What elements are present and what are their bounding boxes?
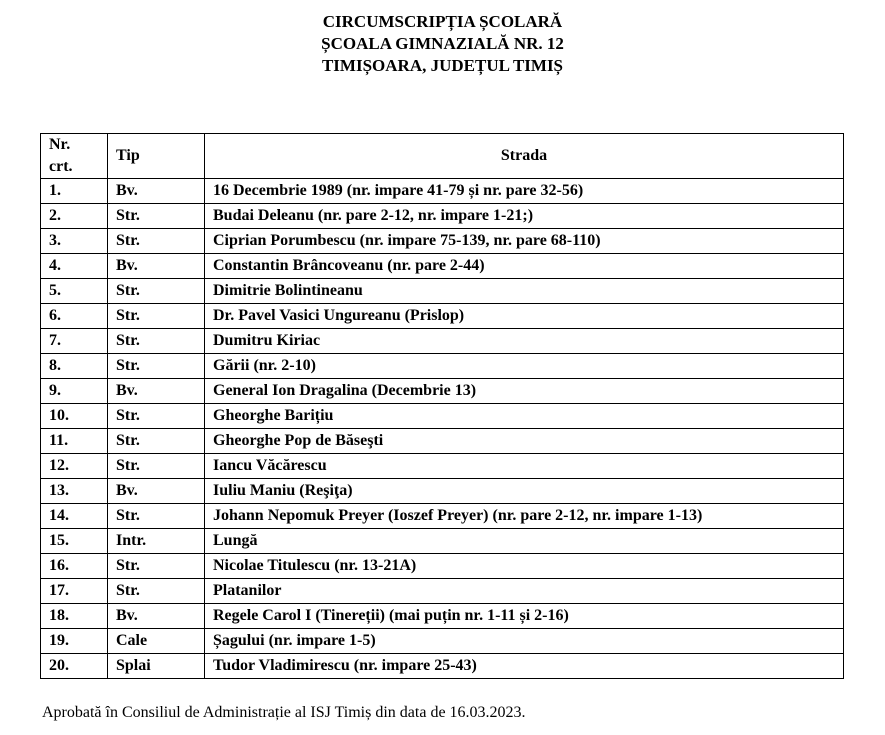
approval-note: Aprobată în Consiliul de Administrație al ISJ Timiș din data de 16.03.2023. [42,704,526,721]
row-tip: Str. [108,504,205,529]
row-tip: Str. [108,454,205,479]
row-strada: Constantin Brâncoveanu (nr. pare 2-44) [205,254,844,279]
document-header [0,11,885,77]
table-row [41,504,844,529]
row-strada: Ciprian Porumbescu (nr. impare 75-139, nr. pare 68-110) [205,229,844,254]
row-number: 20. [41,654,108,679]
table-row [41,329,844,354]
table-row [41,354,844,379]
table-row [41,454,844,479]
column-header-nr [41,134,108,179]
row-number: 3. [41,229,108,254]
row-strada: Tudor Vladimirescu (nr. impare 25-43) [205,654,844,679]
table-row [41,179,844,204]
row-number: 5. [41,279,108,304]
row-strada: 16 Decembrie 1989 (nr. impare 41-79 și nr. pare 32-56) [205,179,844,204]
row-tip: Str. [108,304,205,329]
table-row [41,379,844,404]
row-number: 19. [41,629,108,654]
row-tip: Str. [108,404,205,429]
column-header-strada: Strada [205,134,844,179]
row-tip: Str. [108,354,205,379]
row-strada: Gheorghe Pop de Băseşti [205,429,844,454]
row-strada: Iancu Văcărescu [205,454,844,479]
table-row [41,529,844,554]
header-line-3: TIMIȘOARA, JUDEȚUL TIMIȘ [321,56,564,75]
row-strada: Johann Nepomuk Preyer (Ioszef Preyer) (nr. pare 2-12, nr. impare 1-13) [205,504,844,529]
row-tip: Cale [108,629,205,654]
table-row [41,304,844,329]
row-strada: Regele Carol I (Tinereții) (mai puțin nr. 1-11 și 2-16) [205,604,844,629]
row-number: 6. [41,304,108,329]
row-strada: Nicolae Titulescu (nr. 13-21A) [205,554,844,579]
row-strada: Budai Deleanu (nr. pare 2-12, nr. impare 1-21;) [205,204,844,229]
row-number: 17. [41,579,108,604]
column-header-nr-line2: crt. [49,158,73,175]
row-strada: Dimitrie Bolintineanu [205,279,844,304]
table-header-row [41,134,844,179]
table-body [41,179,844,679]
row-tip: Bv. [108,604,205,629]
row-strada: Dr. Pavel Vasici Ungureanu (Prislop) [205,304,844,329]
table-row [41,429,844,454]
table-row [41,629,844,654]
row-strada: General Ion Dragalina (Decembrie 13) [205,379,844,404]
row-number: 15. [41,529,108,554]
row-tip: Str. [108,429,205,454]
table-row [41,654,844,679]
row-number: 7. [41,329,108,354]
table-row [41,479,844,504]
row-strada: Iuliu Maniu (Reşiţa) [205,479,844,504]
row-strada: Gheorghe Barițiu [205,404,844,429]
row-tip: Str. [108,554,205,579]
table-row [41,579,844,604]
table-header [41,134,844,179]
table-row [41,204,844,229]
row-number: 10. [41,404,108,429]
row-strada: Platanilor [205,579,844,604]
row-tip: Bv. [108,379,205,404]
row-number: 14. [41,504,108,529]
table-row [41,254,844,279]
column-header-tip: Tip [108,134,205,179]
row-number: 12. [41,454,108,479]
row-strada: Lungă [205,529,844,554]
table-row [41,404,844,429]
row-tip: Str. [108,204,205,229]
table-row [41,279,844,304]
table-row [41,554,844,579]
row-tip: Bv. [108,179,205,204]
row-number: 8. [41,354,108,379]
header-line-1: CIRCUMSCRIPȚIA ȘCOLARĂ [322,12,563,31]
row-strada: Șagului (nr. impare 1-5) [205,629,844,654]
row-strada: Dumitru Kiriac [205,329,844,354]
row-tip: Str. [108,279,205,304]
table-row [41,604,844,629]
row-tip: Bv. [108,254,205,279]
row-number: 4. [41,254,108,279]
row-strada: Gării (nr. 2-10) [205,354,844,379]
column-header-nr-line1: Nr. [49,136,71,153]
row-tip: Intr. [108,529,205,554]
row-number: 16. [41,554,108,579]
row-number: 2. [41,204,108,229]
row-tip: Str. [108,229,205,254]
row-number: 18. [41,604,108,629]
row-tip: Splai [108,654,205,679]
table-row [41,229,844,254]
streets-table [40,133,844,679]
row-tip: Bv. [108,479,205,504]
row-number: 11. [41,429,108,454]
row-tip: Str. [108,579,205,604]
row-number: 13. [41,479,108,504]
header-line-2: ȘCOALA GIMNAZIALĂ NR. 12 [321,34,564,53]
row-tip: Str. [108,329,205,354]
row-number: 1. [41,179,108,204]
row-number: 9. [41,379,108,404]
